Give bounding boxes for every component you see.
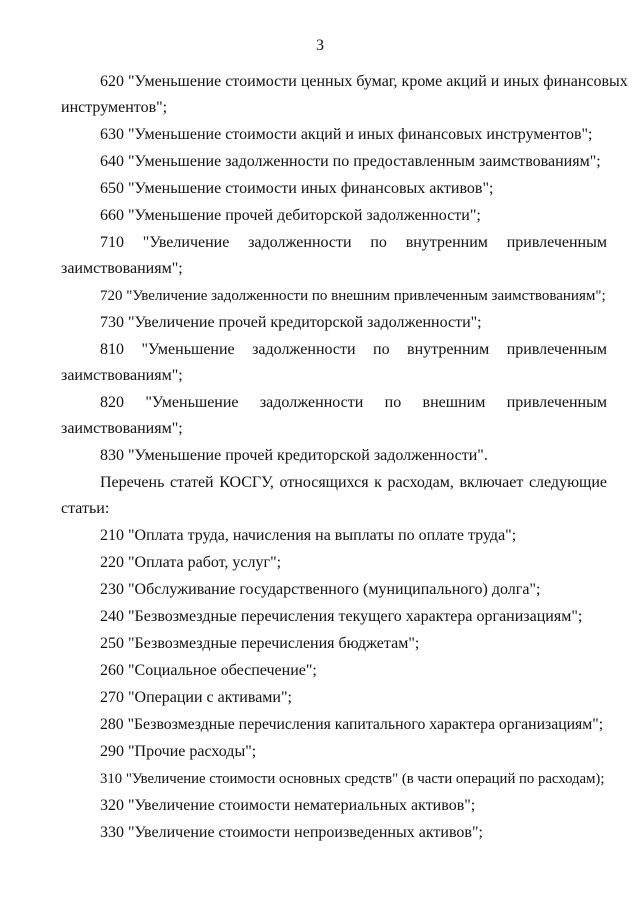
paragraph-line: 230 "Обслуживание государственного (муниципального) долга"; (100, 581, 541, 598)
paragraph-820 (61, 390, 607, 442)
paragraph-line: Перечень статей КОСГУ, относящихся к расходам, включает следующие (100, 474, 607, 491)
page-number: 3 (316, 37, 324, 54)
paragraph-line: заимствованиям"; (61, 420, 183, 437)
paragraph-line: 250 "Безвозмездные перечисления бюджетам"; (100, 635, 420, 652)
paragraph-270 (61, 685, 607, 711)
paragraph-line: 240 "Безвозмездные перечисления текущего характера организациям"; (100, 608, 583, 625)
paragraph-line: 320 "Увеличение стоимости нематериальных активов"; (100, 797, 476, 814)
paragraph-640 (61, 149, 607, 175)
paragraph-line: 650 "Уменьшение стоимости иных финансовых активов"; (100, 180, 494, 197)
paragraph-line: 830 "Уменьшение прочей кредиторской задолженности". (100, 447, 488, 464)
paragraph-line: 220 "Оплата работ, услуг"; (100, 554, 282, 571)
paragraph-line: 820 "Уменьшение задолженности по внешним привлеченным (100, 394, 607, 411)
paragraph-line: 280 "Безвозмездные перечисления капитального характера организациям"; (100, 716, 604, 733)
paragraph-line: статьи: (61, 500, 110, 517)
paragraph-710 (61, 230, 607, 282)
paragraph-280 (61, 712, 607, 738)
paragraph-290 (61, 739, 607, 765)
paragraph-320 (61, 793, 607, 819)
paragraph-line: 730 "Увеличение прочей кредиторской задолженности"; (100, 314, 482, 331)
paragraph-expenses-intro (61, 470, 607, 522)
paragraph-330 (61, 820, 607, 846)
paragraph-line: 630 "Уменьшение стоимости акций и иных финансовых инструментов"; (100, 126, 593, 143)
paragraph-830 (61, 443, 607, 469)
paragraph-660 (61, 203, 607, 229)
paragraph-line: заимствованиям"; (61, 260, 183, 277)
paragraph-line: 710 "Увеличение задолженности по внутренним привлеченным (100, 234, 607, 251)
paragraph-250 (61, 631, 607, 657)
paragraph-line: 810 "Уменьшение задолженности по внутренним привлеченным (100, 341, 607, 358)
paragraph-line: 720 "Увеличение задолженности по внешним привлеченным заимствованиям"; (100, 288, 606, 304)
paragraph-240 (61, 604, 607, 630)
paragraph-line: 270 "Операции с активами"; (100, 689, 292, 706)
paragraph-line: 660 "Уменьшение прочей дебиторской задолженности"; (100, 207, 481, 224)
paragraph-line: 310 "Увеличение стоимости основных средств" (в части операций по расходам); (100, 771, 605, 787)
document-body (61, 69, 628, 847)
paragraph-line: 620 "Уменьшение стоимости ценных бумаг, кроме акций и иных финансовых (100, 73, 628, 90)
paragraph-line: 260 "Социальное обеспечение"; (100, 662, 317, 679)
paragraph-line: инструментов"; (61, 99, 168, 116)
paragraph-630 (61, 122, 607, 148)
paragraph-line: 210 "Оплата труда, начисления на выплаты по оплате труда"; (100, 527, 517, 544)
paragraph-260 (61, 658, 607, 684)
paragraph-810 (61, 337, 607, 389)
paragraph-line: заимствованиям"; (61, 367, 183, 384)
paragraph-650 (61, 176, 607, 202)
paragraph-line: 290 "Прочие расходы"; (100, 743, 257, 760)
paragraph-620 (61, 69, 628, 121)
paragraph-210 (61, 523, 607, 549)
paragraph-720 (61, 283, 607, 309)
paragraph-730 (61, 310, 607, 336)
paragraph-line: 640 "Уменьшение задолженности по предоставленным заимствованиям"; (100, 153, 601, 170)
paragraph-310 (61, 766, 607, 792)
paragraph-line: 330 "Увеличение стоимости непроизведенных активов"; (100, 824, 483, 841)
paragraph-230 (61, 577, 607, 603)
paragraph-220 (61, 550, 607, 576)
